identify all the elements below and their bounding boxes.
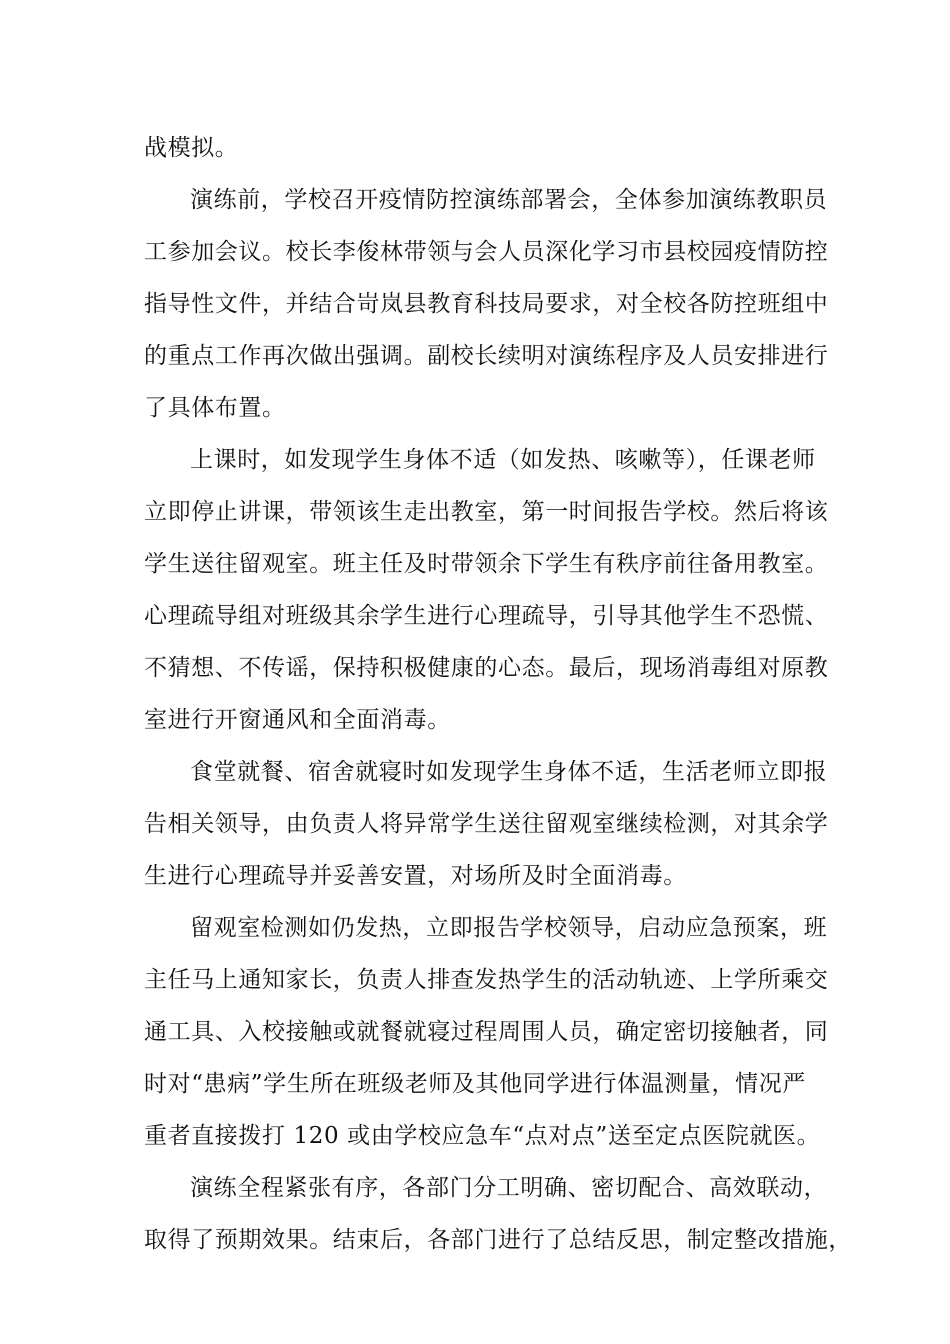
text-line: 通工具、入校接触或就餐就寝过程周围人员，确定密切接触者，同: [144, 1019, 829, 1045]
text-line: 心理疏导组对班级其余学生进行心理疏导，引导其他学生不恐慌、: [144, 603, 829, 629]
text-line: 不猜想、不传谣，保持积极健康的心态。最后，现场消毒组对原教: [144, 655, 829, 681]
paragraph-start-line: 食堂就餐、宿舍就寝时如发现学生身体不适，生活老师立即报: [190, 759, 828, 785]
text-line: 了具体布置。: [144, 395, 286, 421]
text-line: 取得了预期效果。结束后，各部门进行了总结反思，制定整改措施，: [144, 1227, 852, 1253]
text-line: 重者直接拨打 120 或由学校应急车“点对点”送至定点医院就医。: [144, 1123, 821, 1149]
paragraph-start-line: 演练前，学校召开疫情防控演练部署会，全体参加演练教职员: [190, 187, 828, 213]
text-line: 战模拟。: [144, 135, 239, 161]
paragraph-start-line: 演练全程紧张有序，各部门分工明确、密切配合、高效联动，: [190, 1175, 828, 1201]
text-line: 指导性文件，并结合岢岚县教育科技局要求，对全校各防控班组中: [144, 291, 829, 317]
text-line: 学生送往留观室。班主任及时带领余下学生有秩序前往备用教室。: [144, 551, 829, 577]
text-line: 主任马上通知家长，负责人排查发热学生的活动轨迹、上学所乘交: [144, 967, 829, 993]
text-line: 时对“患病”学生所在班级老师及其他同学进行体温测量，情况严: [144, 1071, 806, 1097]
text-line: 工参加会议。校长李俊林带领与会人员深化学习市县校园疫情防控: [144, 239, 829, 265]
text-line: 告相关领导，由负责人将异常学生送往留观室继续检测，对其余学: [144, 811, 829, 837]
text-line: 室进行开窗通风和全面消毒。: [144, 707, 451, 733]
text-line: 的重点工作再次做出强调。副校长续明对演练程序及人员安排进行: [144, 343, 829, 369]
paragraph-start-line: 留观室检测如仍发热，立即报告学校领导，启动应急预案，班: [190, 915, 828, 941]
paragraph-start-line: 上课时，如发现学生身体不适（如发热、咳嗽等），任课老师: [190, 447, 816, 473]
text-line: 立即停止讲课，带领该生走出教室，第一时间报告学校。然后将该: [144, 499, 829, 525]
text-line: 生进行心理疏导并妥善安置，对场所及时全面消毒。: [144, 863, 687, 889]
